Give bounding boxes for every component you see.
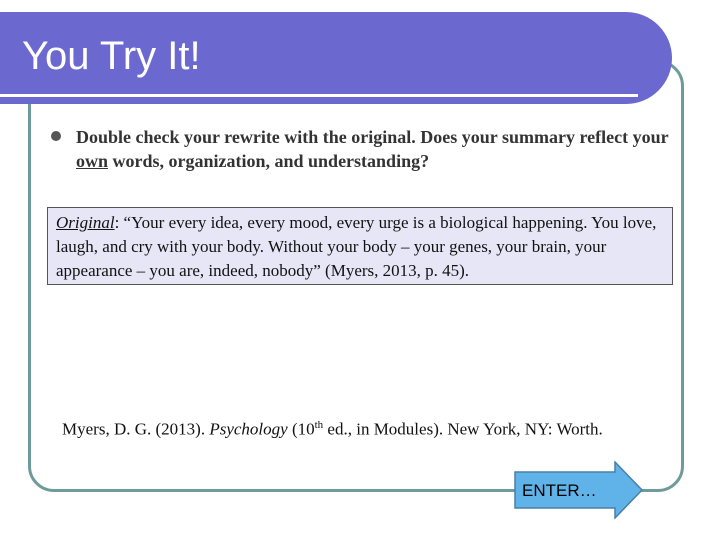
quote-label: Original [56, 213, 115, 232]
bullet-text-part1: Double check your rewrite with the original. Does your summary reflect your [76, 127, 669, 147]
bullet-text-emphasis: own [76, 151, 109, 171]
reference-edition: (10 [287, 419, 315, 439]
title-underline [0, 94, 638, 97]
original-quote-box [47, 207, 673, 285]
enter-button-label[interactable]: ENTER… [522, 481, 597, 500]
bullet-text [76, 125, 676, 173]
reference-publisher: ed., in Modules). New York, NY: Worth. [323, 419, 603, 439]
reference-authors: Myers, D. G. (2013). [62, 419, 210, 439]
slide-title: You Try It! [22, 34, 201, 78]
bullet-dot [51, 131, 61, 141]
reference-book-title: Psychology [209, 419, 288, 439]
bullet-text-part2: words, organization, and understanding? [108, 151, 430, 171]
reference-edition-suffix: th [314, 419, 324, 431]
quote-separator: : [114, 213, 124, 232]
quote-text: “Your every idea, every mood, every urge is a biological happening. You love, laugh, and cry with your body. Without your body – your genes, your brain, your appearance – you are, indeed, nobody” (Myers, 2013, p. 45). [56, 213, 657, 280]
reference-citation [62, 414, 603, 441]
